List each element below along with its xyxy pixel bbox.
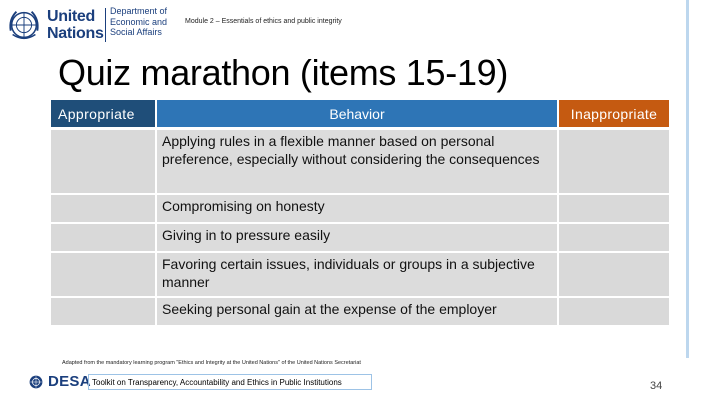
un-emblem-icon — [5, 6, 43, 44]
logo-divider — [105, 8, 106, 42]
dept-line3: Social Affairs — [110, 27, 162, 37]
appropriate-cell[interactable] — [51, 195, 155, 222]
dept-line2: Economic and — [110, 16, 168, 27]
inappropriate-cell[interactable] — [559, 253, 669, 296]
appropriate-cell[interactable] — [51, 224, 155, 251]
header-appropriate: Appropriate — [51, 100, 155, 127]
desa-label: DESA — [48, 373, 91, 390]
inappropriate-cell[interactable] — [559, 298, 669, 325]
page-number: 34 — [650, 380, 663, 392]
table-row — [51, 130, 671, 193]
appropriate-cell[interactable] — [51, 298, 155, 325]
table-row — [51, 224, 671, 251]
header-inappropriate: Inappropriate — [559, 100, 669, 127]
header-behavior: Behavior — [157, 100, 557, 127]
source-note: Adapted from the mandatory learning program "Ethics and Integrity at the United Nations" of the United Nations Secretariat — [62, 360, 361, 366]
un-emblem-icon — [28, 374, 44, 390]
right-divider — [686, 0, 689, 358]
slide-title: Quiz marathon (items 15-19) — [58, 52, 509, 93]
un-wordmark — [47, 8, 104, 42]
behavior-cell: Favoring certain issues, individuals or groups in a subjective manner — [157, 253, 557, 296]
toolkit-label: Toolkit on Transparency, Accountability and Ethics in Public Institutions — [88, 374, 372, 390]
behavior-cell: Seeking personal gain at the expense of the employer — [157, 298, 557, 325]
un-name-line2: Nations — [47, 25, 104, 42]
module-label: Module 2 – Essentials of ethics and public integrity — [185, 18, 342, 25]
un-name-line1: United — [47, 8, 95, 25]
inappropriate-cell[interactable] — [559, 130, 669, 193]
table-row — [51, 195, 671, 222]
appropriate-cell[interactable] — [51, 253, 155, 296]
behavior-cell: Applying rules in a flexible manner based on personal preference, especially without considering the consequences — [157, 130, 557, 193]
inappropriate-cell[interactable] — [559, 224, 669, 251]
desa-logo — [28, 373, 91, 390]
table-row — [51, 253, 671, 296]
inappropriate-cell[interactable] — [559, 195, 669, 222]
table-row — [51, 298, 671, 325]
dept-line1: Department of — [110, 6, 168, 16]
behavior-cell: Compromising on honesty — [157, 195, 557, 222]
un-logo — [5, 6, 104, 44]
behavior-cell: Giving in to pressure easily — [157, 224, 557, 251]
appropriate-cell[interactable] — [51, 130, 155, 193]
department-name — [110, 6, 167, 38]
